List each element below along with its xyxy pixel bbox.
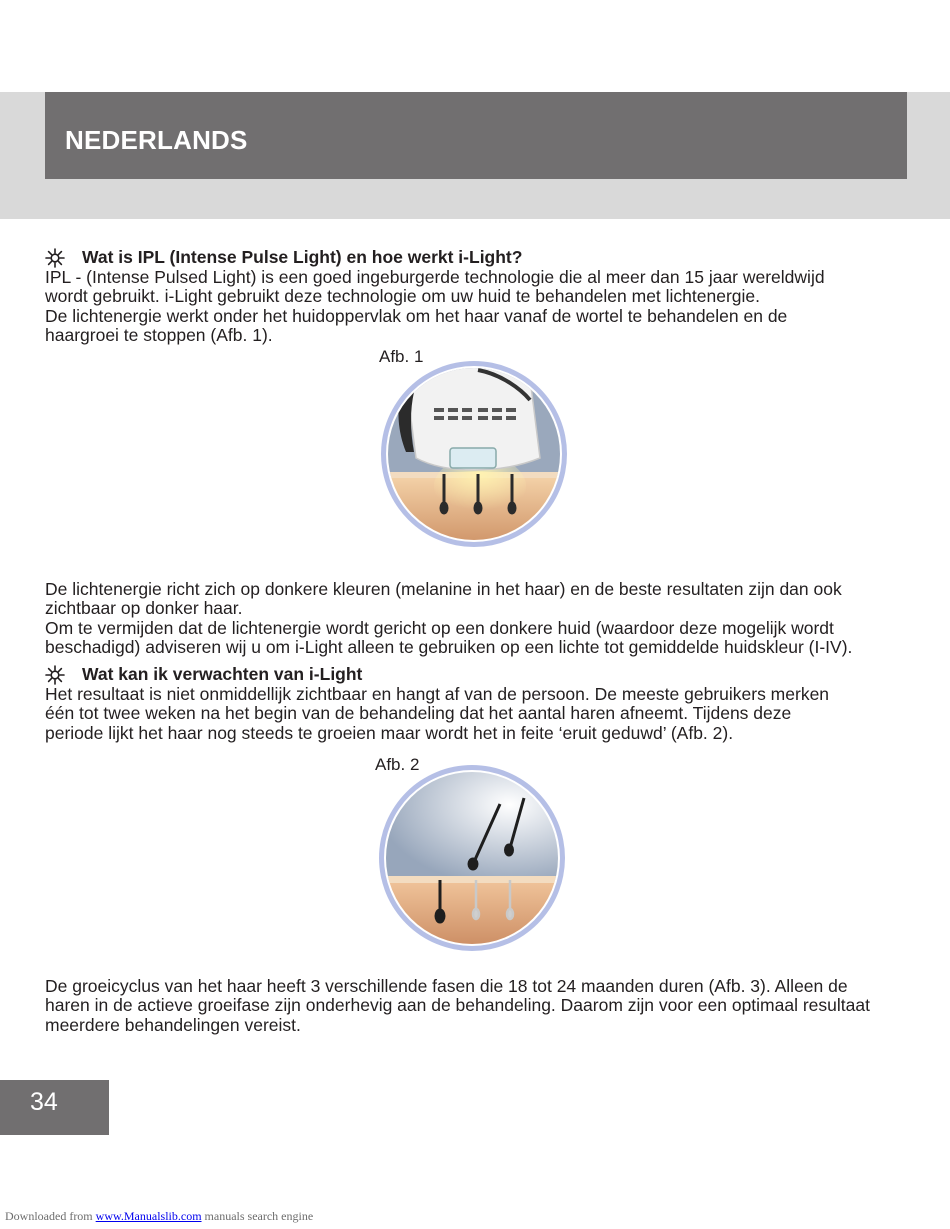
body-line: IPL - (Intense Pulsed Light) is een goed ingeburgerde technologie die al meer dan 15 jaar wereldwijd bbox=[45, 267, 825, 287]
section-ipl bbox=[45, 248, 905, 346]
footer-suffix: manuals search engine bbox=[201, 1209, 314, 1223]
body-line: wordt gebruikt. i-Light gebruikt deze technologie om uw huid te behandelen met lichtenergie. bbox=[45, 286, 761, 307]
body-line: haargroei te stoppen (Afb. 1). bbox=[45, 325, 273, 346]
figure-1-label: Afb. 1 bbox=[379, 347, 424, 366]
sun-burst-icon bbox=[45, 665, 65, 685]
page-number: 34 bbox=[30, 1088, 58, 1116]
figure-2-label: Afb. 2 bbox=[375, 755, 420, 774]
section-heading bbox=[45, 248, 905, 268]
body-line: periode lijkt het haar nog steeds te groeien maar wordt het in feite ‘eruit geduwd’ (Afb. 2). bbox=[45, 722, 734, 743]
body-line: De lichtenergie richt zich op donkere kleuren (melanine in het haar) en de beste resultaten zijn dan ook bbox=[45, 579, 842, 599]
sun-burst-icon bbox=[45, 248, 65, 268]
body-line: zichtbaar op donker haar. bbox=[45, 598, 243, 619]
body-line: Om te vermijden dat de lichtenergie wordt gericht op een donkere huid (waardoor deze mogelijk wordt bbox=[45, 617, 834, 638]
manualslib-link[interactable]: www.Manualslib.com bbox=[95, 1209, 202, 1223]
body-line: één tot twee weken na het begin van de behandeling dat het aantal haren afneemt. Tijdens deze bbox=[45, 703, 792, 724]
figure-1-illustration bbox=[380, 360, 568, 548]
section-expectations bbox=[45, 665, 905, 743]
figure-2-illustration bbox=[378, 764, 566, 952]
section-heading bbox=[45, 665, 905, 685]
body-line: beschadigd) adviseren wij u om i-Light alleen te gebruiken op een lichte tot gemiddelde huidskleur (I-IV). bbox=[45, 637, 853, 658]
body-line: Het resultaat is niet onmiddellijk zichtbaar en hangt af van de persoon. De meeste gebruikers merken bbox=[45, 684, 830, 704]
footer-prefix: Downloaded from bbox=[5, 1209, 96, 1223]
section-melanine bbox=[45, 580, 905, 658]
page-title: NEDERLANDS bbox=[65, 125, 248, 155]
heading-text: Wat kan ik verwachten van i-Light bbox=[82, 664, 363, 685]
section-growth-cycle bbox=[45, 977, 905, 1035]
download-footer bbox=[5, 1208, 313, 1224]
heading-text: Wat is IPL (Intense Pulse Light) en hoe werkt i-Light? bbox=[82, 247, 523, 268]
body-line: De lichtenergie werkt onder het huidoppervlak om het haar vanaf de wortel te behandelen en de bbox=[45, 305, 788, 326]
body-line: meerdere behandelingen vereist. bbox=[45, 1014, 301, 1035]
body-line: De groeicyclus van het haar heeft 3 verschillende fasen die 18 tot 24 maanden duren (Afb. 3). Alleen de bbox=[45, 976, 848, 996]
body-line: haren in de actieve groeifase zijn onderhevig aan de behandeling. Daarom zijn voor een optimaal resultaat bbox=[45, 995, 870, 1016]
